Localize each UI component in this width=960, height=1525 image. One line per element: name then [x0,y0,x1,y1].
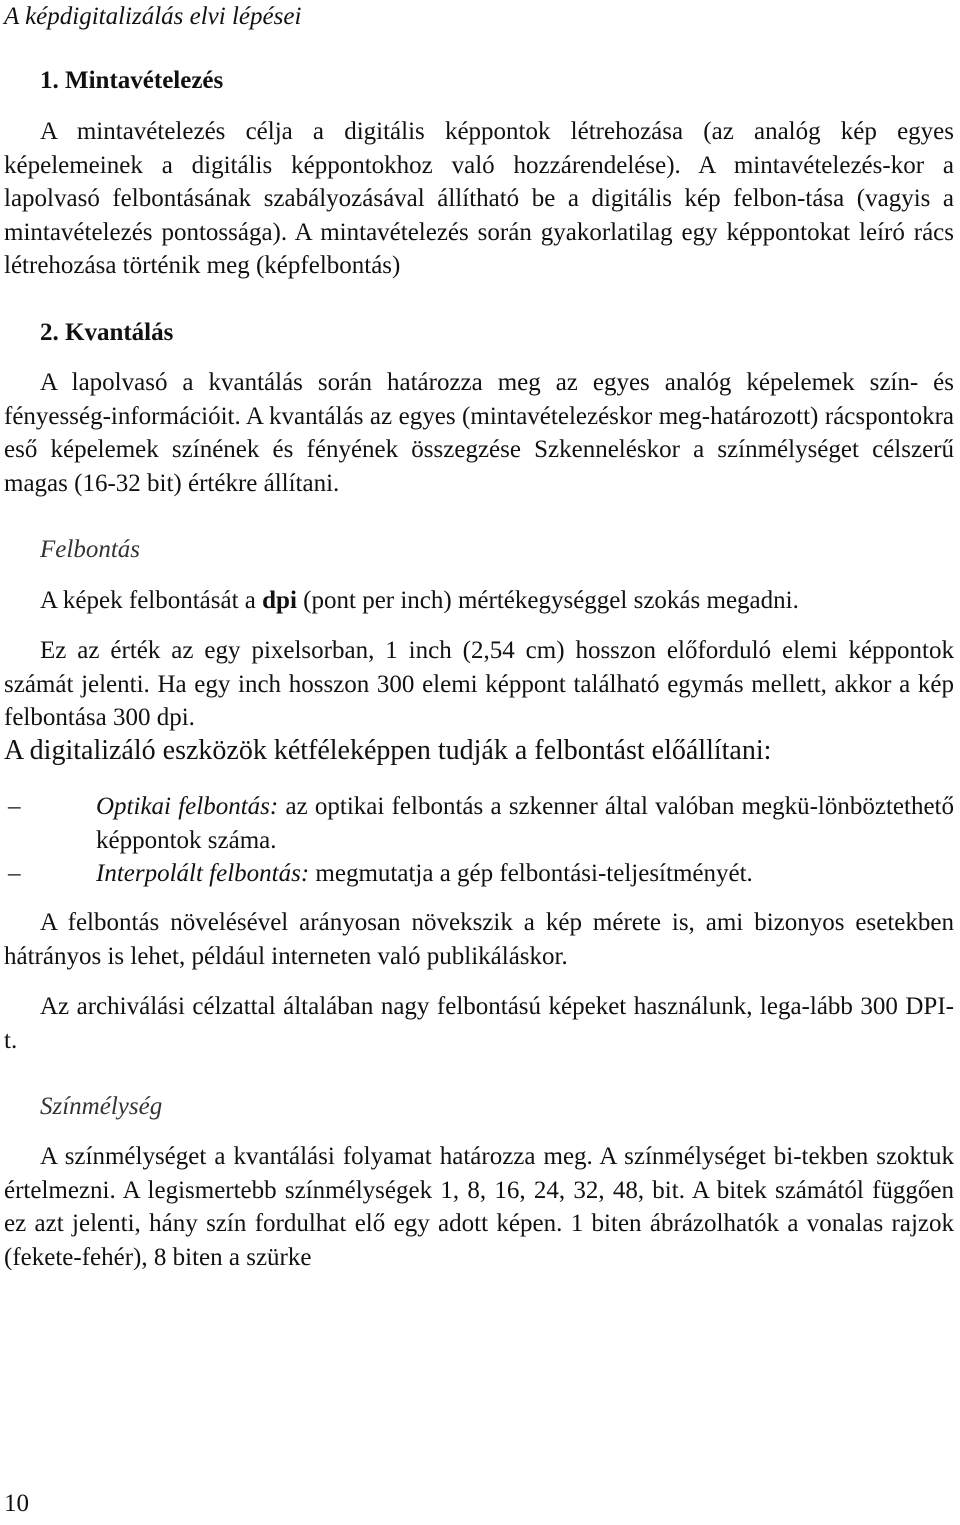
paragraph-dpi [4,584,954,618]
list-text: megmutatja a gép felbontási-teljesítményét. [309,860,753,887]
dpi-term: dpi [262,587,297,614]
section-heading-mintavetelezes: 1. Mintavételezés [40,67,224,94]
page-number: 10 [4,1490,29,1517]
paragraph-szinmelyseg: A színmélységet a kvantálási folyamat határozza meg. A színmélységet bi-tekben szoktuk értelmezni. A legismertebb színmélységek 1, 8, 16, 24, 32, 48, bit. A bitek számától függően ez azt jelenti, hány szín fordulhat elő egy adott képen. 1 biten ábrázolhatók a vonalas rajzok (fekete-fehér), 8 biten a szürke [4,1143,954,1271]
paragraph-pixelsor: Ez az érték az egy pixelsorban, 1 inch (2,54 cm) hosszon előforduló elemi képpontok számát jelenti. Ha egy inch hosszon 300 elemi képpont található egymás mellett, akkor a kép felbontása 300 dpi. [4,637,954,731]
subheading-szinmelyseg: Színmélység [40,1093,163,1120]
paragraph-archivalas: Az archiválási célzattal általában nagy felbontású képeket használunk, lega-lább 300 DPI-t. [4,993,954,1054]
list-dash: – [8,793,21,820]
section-heading-kvantalas: 2. Kvantálás [40,319,174,346]
list-text: az optikai felbontás a szkenner által valóban megkü-lönböztethető képpontok száma. [96,793,955,854]
subheading-felbontas: Felbontás [40,536,140,563]
page-title: A képdigitalizálás elvi lépései [4,3,302,30]
paragraph-noveles: A felbontás növelésével arányosan növekszik a kép mérete is, ami bizonyos esetekben hátrányos is lehet, például interneten való publikáláskor. [4,909,954,970]
list-item [4,857,954,891]
paragraph-eszkozok: A digitalizáló eszközök kétféleképpen tudják a felbontást előállítani: [4,735,772,766]
resolution-type-list [4,790,954,891]
paragraph-kvantalas: A lapolvasó a kvantálás során határozza meg az egyes analóg képelemek szín- és fényesség-információit. A kvantálás az egyes (mintavételezéskor meg-határozott) rácspontokra eső képelemek színének és fényének összegzése Szkenneléskor a színmélységet célszerű magas (16-32 bit) értékre állítani. [4,369,954,497]
dpi-text-after: (pont per inch) mértékegységgel szokás megadni. [296,587,799,614]
dpi-text-before: A képek felbontását a [40,587,263,614]
paragraph-mintavetelezes: A mintavételezés célja a digitális képpontok létrehozása (az analóg kép egyes képelemeinek a digitális képpontokhoz való hozzárendelése). A mintavételezés-kor a lapolvasó felbontásának szabályozásával állítható be a digitális kép felbon-tása (vagyis a mintavételezés pontossága). A mintavételezés során gyakorlatilag egy képpontokat leíró rács létrehozása történik meg (képfelbontás) [4,118,954,279]
list-dash: – [8,860,21,887]
list-term: Optikai felbontás: [96,793,279,820]
list-term: Interpolált felbontás: [96,860,310,887]
list-item [4,790,954,857]
